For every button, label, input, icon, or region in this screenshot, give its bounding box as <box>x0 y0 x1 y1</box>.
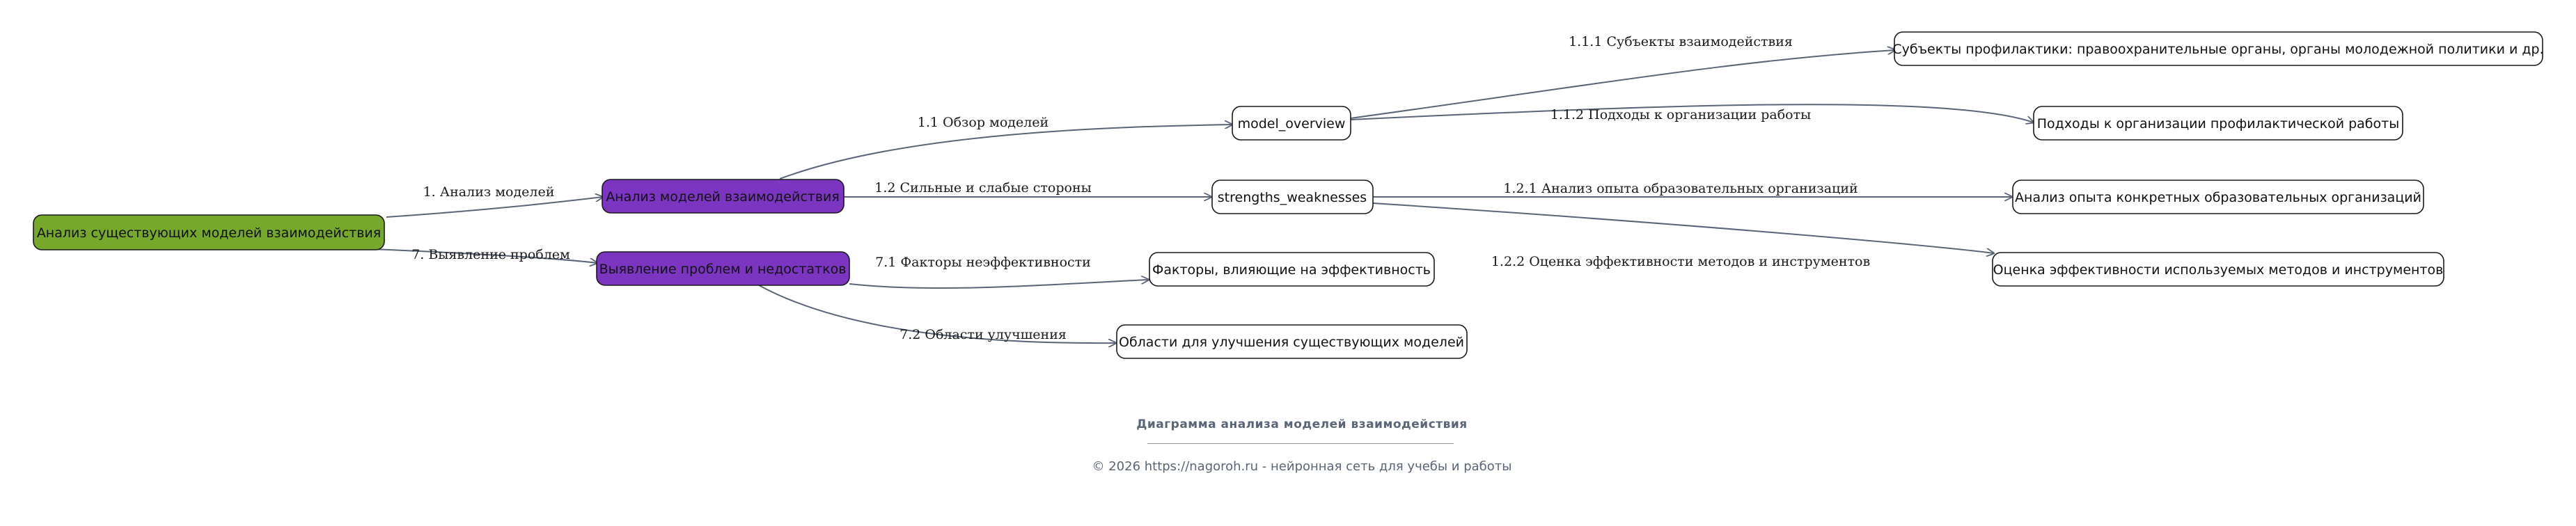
node-subjects-label: Субъекты профилактики: правоохранительные органы, органы молодежной политики и др. <box>1892 42 2544 57</box>
node-factors-label: Факторы, влияющие на эффективность <box>1152 262 1431 278</box>
node-approaches[interactable] <box>2034 106 2403 140</box>
edge-root-analysis <box>386 197 603 217</box>
edge-label-1-1-2: 1.1.2 Подходы к организации работы <box>1550 107 1812 122</box>
edge-strengths-evaluation <box>1373 203 1994 253</box>
node-evaluation-label: Оценка эффективности используемых методов и инструментов <box>1993 262 2444 278</box>
node-analysis-label: Анализ моделей взаимодействия <box>606 189 840 205</box>
node-improvement[interactable] <box>1117 325 1467 358</box>
edge-label-7: 7. Выявление проблем <box>411 247 570 262</box>
node-model-overview[interactable] <box>1232 106 1351 140</box>
node-subjects[interactable] <box>1892 32 2543 65</box>
edge-label-1-2-2: 1.2.2 Оценка эффективности методов и инструментов <box>1491 254 1871 269</box>
node-strengths-weaknesses[interactable] <box>1212 180 1373 214</box>
node-evaluation[interactable] <box>1993 253 2444 286</box>
node-problems-label: Выявление проблем и недостатков <box>599 262 847 277</box>
edge-label-1-2-1: 1.2.1 Анализ опыта образовательных организаций <box>1503 181 1858 196</box>
diagram-title: Диаграмма анализа моделей взаимодействия <box>1136 417 1468 431</box>
edges <box>320 50 2034 343</box>
node-experience-label: Анализ опыта конкретных образовательных организаций <box>2015 190 2421 205</box>
edge-label-1-1: 1.1 Обзор моделей <box>917 115 1049 130</box>
edge-label-1-2: 1.2 Сильные и слабые стороны <box>874 180 1092 196</box>
copyright-text: © 2026 https://nagoroh.ru - нейронная сеть для учебы и работы <box>1092 459 1512 474</box>
node-experience[interactable] <box>2013 180 2424 214</box>
edge-label-1: 1. Анализ моделей <box>423 184 555 200</box>
node-factors[interactable] <box>1149 253 1434 286</box>
edge-label-7-2: 7.2 Области улучшения <box>900 327 1067 342</box>
edge-analysis-overview <box>780 125 1232 179</box>
node-root-label: Анализ существующих моделей взаимодействия <box>36 225 382 241</box>
node-strengths-weaknesses-label: strengths_weaknesses <box>1217 190 1367 205</box>
node-analysis[interactable] <box>602 180 844 213</box>
node-problems[interactable] <box>597 252 849 285</box>
node-root[interactable] <box>33 215 384 250</box>
node-approaches-label: Подходы к организации профилактической работы <box>2036 116 2400 132</box>
edge-problems-factors <box>849 280 1149 288</box>
footer-divider <box>1147 443 1454 444</box>
node-improvement-label: Области для улучшения существующих моделей <box>1118 335 1465 350</box>
edge-label-7-1: 7.1 Факторы неэффективности <box>875 255 1091 270</box>
node-model-overview-label: model_overview <box>1237 116 1346 132</box>
edge-label-1-1-1: 1.1.1 Субъекты взаимодействия <box>1569 34 1793 49</box>
